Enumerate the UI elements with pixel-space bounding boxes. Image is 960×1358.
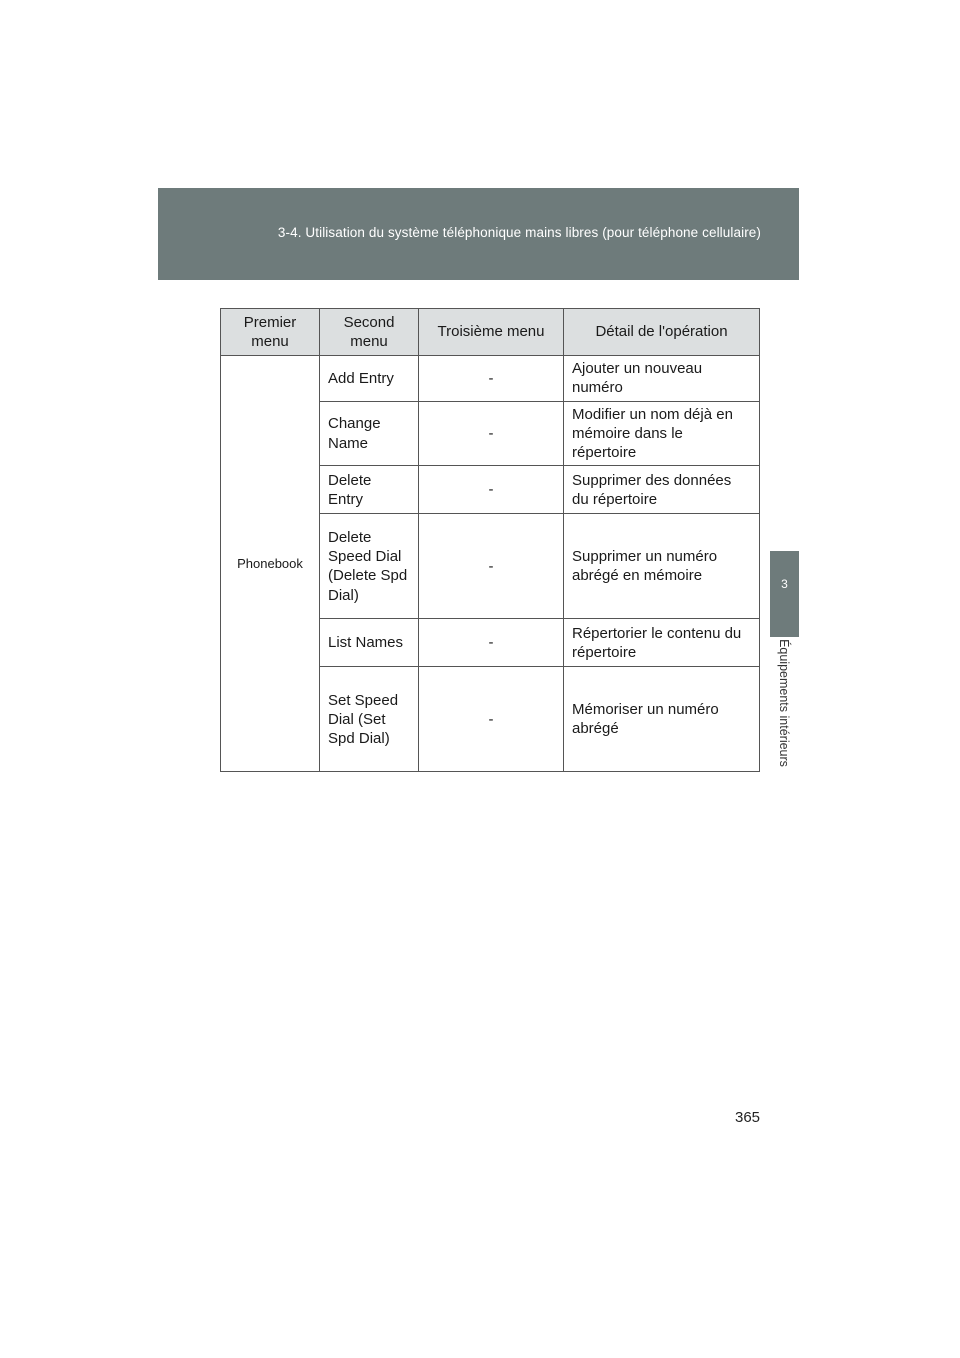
chapter-tab: [770, 551, 799, 637]
table-header-row: [221, 309, 760, 356]
second-menu-cell: List Names: [320, 619, 419, 667]
second-menu-cell: Delete Entry: [320, 466, 419, 514]
section-title: 3-4. Utilisation du système téléphonique mains libres (pour téléphone cellulaire): [277, 225, 761, 240]
second-menu-cell: Change Name: [320, 401, 419, 466]
header-third-menu: Troisième menu: [419, 309, 564, 356]
table-row: [221, 356, 760, 402]
page-number: 365: [735, 1109, 761, 1126]
third-menu-cell: -: [419, 466, 564, 514]
detail-cell: Répertorier le contenu du répertoire: [564, 619, 760, 667]
second-menu-cell: Add Entry: [320, 356, 419, 402]
menu-table: [220, 308, 760, 772]
detail-cell: Supprimer des données du répertoire: [564, 466, 760, 514]
detail-cell: Supprimer un numéro abrégé en mémoire: [564, 514, 760, 619]
section-header-band: [158, 188, 799, 280]
header-operation-detail: Détail de l'opération: [564, 309, 760, 356]
third-menu-cell: -: [419, 514, 564, 619]
detail-cell: Mémoriser un numéro abrégé: [564, 667, 760, 772]
detail-cell: Ajouter un nouveau numéro: [564, 356, 760, 402]
first-menu-cell: Phonebook: [221, 356, 320, 772]
second-menu-cell: Set Speed Dial (Set Spd Dial): [320, 667, 419, 772]
third-menu-cell: -: [419, 401, 564, 466]
third-menu-cell: -: [419, 667, 564, 772]
header-first-menu: Premier menu: [221, 309, 320, 356]
detail-cell: Modifier un nom déjà en mémoire dans le répertoire: [564, 401, 760, 466]
second-menu-cell: Delete Speed Dial (Delete Spd Dial): [320, 514, 419, 619]
chapter-label: Équipements intérieurs: [777, 639, 791, 767]
third-menu-cell: -: [419, 619, 564, 667]
chapter-number: 3: [781, 577, 788, 591]
third-menu-cell: -: [419, 356, 564, 402]
header-second-menu: Second menu: [320, 309, 419, 356]
